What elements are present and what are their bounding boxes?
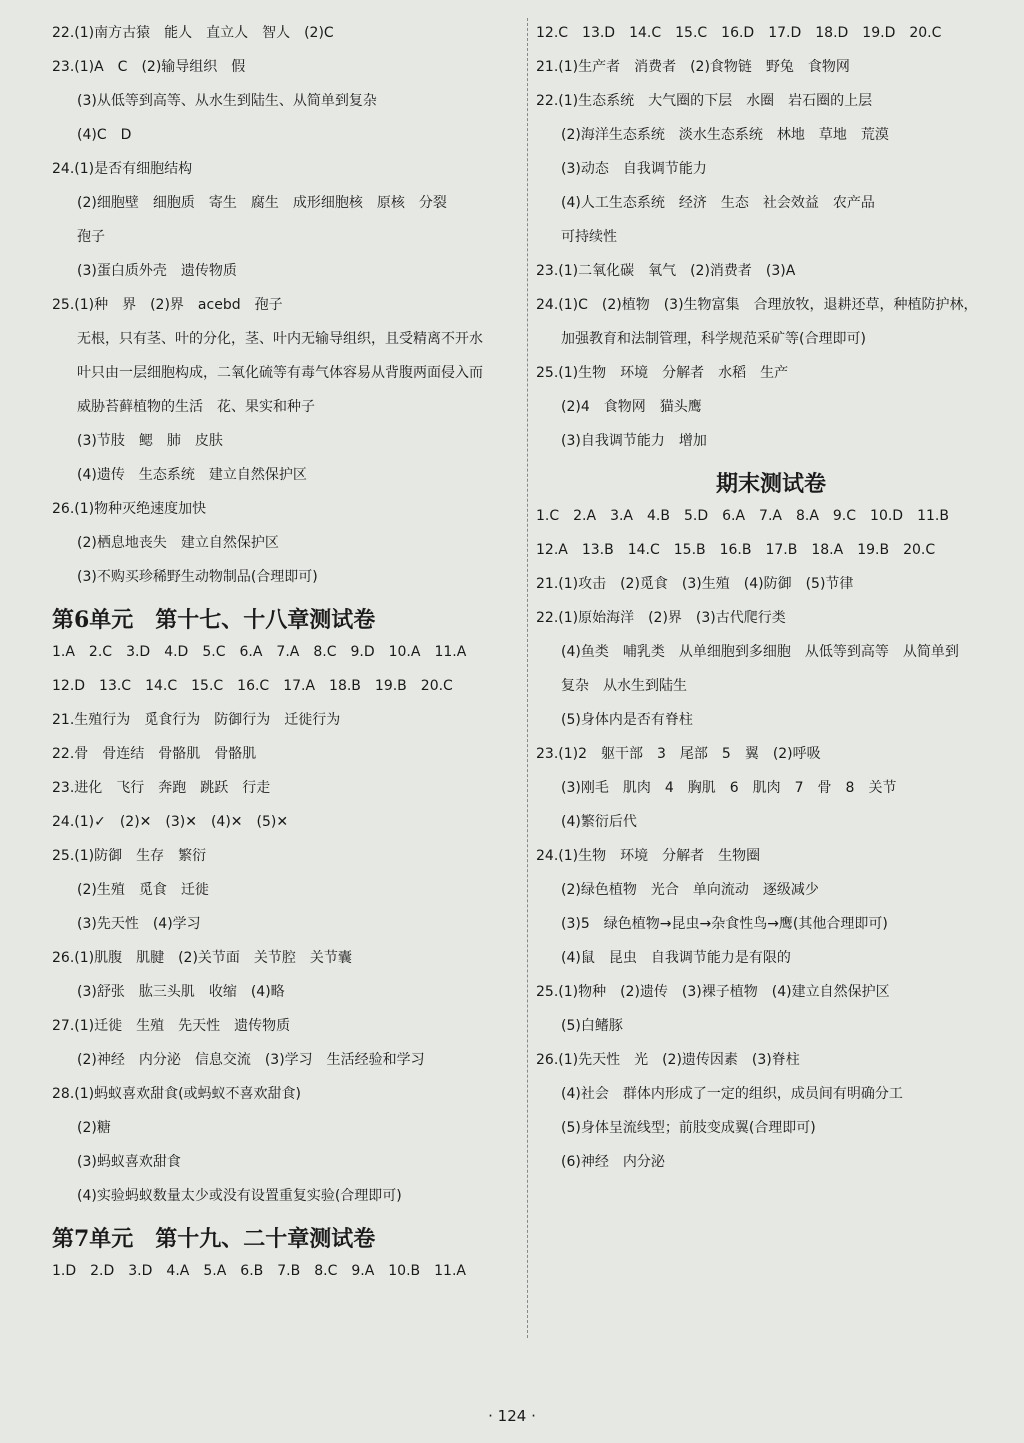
answer-line: 可持续性 [561, 229, 617, 245]
answer-line: 加强教育和法制管理，科学规范采矿等(合理即可) [561, 331, 866, 347]
answer-line: 1.A 2.C 3.D 4.D 5.C 6.A 7.A 8.C 9.D 10.A 11.A [52, 644, 467, 660]
answer-line: (3)动态 自我调节能力 [561, 161, 707, 177]
section-title: 期末测试卷 [715, 471, 826, 497]
answer-line: 复杂 从水生到陆生 [561, 678, 687, 694]
answer-line: (4)社会 群体内形成了一定的组织，成员间有明确分工 [561, 1086, 903, 1102]
answer-line: 24.(1)✓ (2)✕ (3)✕ (4)✕ (5)✕ [52, 814, 289, 830]
answer-line: (2)糖 [77, 1120, 111, 1136]
answer-line: (3)舒张 肱三头肌 收缩 (4)略 [77, 984, 285, 1000]
answer-line: 12.A 13.B 14.C 15.B 16.B 17.B 18.A 19.B 20.C [536, 542, 936, 558]
answer-line: 12.D 13.C 14.C 15.C 16.C 17.A 18.B 19.B 20.C [52, 678, 453, 694]
answer-line: 22.(1)南方古猿 能人 直立人 智人 (2)C [52, 25, 334, 41]
answer-line: 21.生殖行为 觅食行为 防御行为 迁徙行为 [52, 712, 341, 728]
answer-line: (3)自我调节能力 增加 [561, 433, 707, 449]
answer-line: 26.(1)先天性 光 (2)遗传因素 (3)脊柱 [536, 1052, 800, 1068]
answer-line: (3)不购买珍稀野生动物制品(合理即可) [77, 569, 318, 585]
section-title: 第7单元 第十九、二十章测试卷 [52, 1226, 376, 1252]
answer-line: 1.C 2.A 3.A 4.B 5.D 6.A 7.A 8.A 9.C 10.D 11.B [536, 508, 949, 524]
answer-line: 21.(1)攻击 (2)觅食 (3)生殖 (4)防御 (5)节律 [536, 576, 854, 592]
answer-line: (3)从低等到高等、从水生到陆生、从简单到复杂 [77, 93, 377, 109]
answer-line: (5)身体内是否有脊柱 [561, 712, 693, 728]
right-column [536, 20, 1006, 1183]
answer-line: (2)4 食物网 猫头鹰 [561, 399, 702, 415]
answer-line: (2)神经 内分泌 信息交流 (3)学习 生活经验和学习 [77, 1052, 425, 1068]
answer-line: 23.(1)A C (2)输导组织 假 [52, 59, 246, 75]
answer-line: 无根，只有茎、叶的分化，茎、叶内无输导组织，且受精离不开水 [77, 331, 483, 347]
answer-line: 25.(1)物种 (2)遗传 (3)裸子植物 (4)建立自然保护区 [536, 984, 890, 1000]
answer-line: 23.进化 飞行 奔跑 跳跃 行走 [52, 780, 271, 796]
section-title: 第6单元 第十七、十八章测试卷 [52, 607, 376, 633]
answer-line: (4)鱼类 哺乳类 从单细胞到多细胞 从低等到高等 从简单到 [561, 644, 959, 660]
answer-line: (6)神经 内分泌 [561, 1154, 665, 1170]
answer-line: 23.(1)二氧化碳 氧气 (2)消费者 (3)A [536, 263, 796, 279]
answer-line: (4)遗传 生态系统 建立自然保护区 [77, 467, 307, 483]
page-number: · 124 · [488, 1407, 536, 1425]
answer-line: (4)C D [77, 127, 132, 143]
answer-line: 23.(1)2 躯干部 3 尾部 5 翼 (2)呼吸 [536, 746, 821, 762]
answer-line: 12.C 13.D 14.C 15.C 16.D 17.D 18.D 19.D 20.C [536, 25, 942, 41]
answer-line: (5)身体呈流线型；前肢变成翼(合理即可) [561, 1120, 816, 1136]
answer-line: 26.(1)物种灭绝速度加快 [52, 501, 207, 517]
answer-line: 叶只由一层细胞构成，二氧化硫等有毒气体容易从背腹两面侵入而 [77, 365, 483, 381]
column-divider [527, 18, 528, 1338]
answer-line: 24.(1)C (2)植物 (3)生物富集 合理放牧，退耕还草，种植防护林， [536, 297, 978, 313]
answer-line: 孢子 [77, 229, 105, 245]
answer-line: (3)先天性 (4)学习 [77, 916, 201, 932]
answer-line: 24.(1)生物 环境 分解者 生物圈 [536, 848, 761, 864]
answer-line: (3)节肢 鳃 肺 皮肤 [77, 433, 223, 449]
answer-line: (3)刚毛 肌肉 4 胸肌 6 肌肉 7 骨 8 关节 [561, 780, 897, 796]
answer-line: 1.D 2.D 3.D 4.A 5.A 6.B 7.B 8.C 9.A 10.B 11.A [52, 1263, 466, 1279]
answer-line: 威胁苔藓植物的生活 花、果实和种子 [77, 399, 315, 415]
answer-line: 21.(1)生产者 消费者 (2)食物链 野兔 食物网 [536, 59, 850, 75]
answer-line: 25.(1)生物 环境 分解者 水稻 生产 [536, 365, 789, 381]
answer-line: (4)人工生态系统 经济 生态 社会效益 农产品 [561, 195, 875, 211]
answer-line: 26.(1)肌腹 肌腱 (2)关节面 关节腔 关节囊 [52, 950, 352, 966]
answer-line: 22.(1)生态系统 大气圈的下层 水圈 岩石圈的上层 [536, 93, 873, 109]
answer-line: 25.(1)种 界 (2)界 acebd 孢子 [52, 297, 283, 313]
answer-line: 27.(1)迁徙 生殖 先天性 遗传物质 [52, 1018, 291, 1034]
answer-line: (3)蛋白质外壳 遗传物质 [77, 263, 237, 279]
answer-line: (2)生殖 觅食 迁徙 [77, 882, 209, 898]
answer-line: 22.(1)原始海洋 (2)界 (3)古代爬行类 [536, 610, 786, 626]
answer-line: 28.(1)蚂蚁喜欢甜食(或蚂蚁不喜欢甜食) [52, 1086, 302, 1102]
answer-line: 24.(1)是否有细胞结构 [52, 161, 193, 177]
answer-line: (4)繁衍后代 [561, 814, 637, 830]
answer-line: (4)实验蚂蚁数量太少或没有设置重复实验(合理即可) [77, 1188, 402, 1204]
answer-line: (2)栖息地丧失 建立自然保护区 [77, 535, 279, 551]
left-column [52, 20, 522, 1292]
answer-line: (2)绿色植物 光合 单向流动 逐级减少 [561, 882, 819, 898]
answer-line: (2)海洋生态系统 淡水生态系统 林地 草地 荒漠 [561, 127, 889, 143]
answer-line: 25.(1)防御 生存 繁衍 [52, 848, 207, 864]
answer-line: (2)细胞壁 细胞质 寄生 腐生 成形细胞核 原核 分裂 [77, 195, 447, 211]
answer-line: (3)5 绿色植物→昆虫→杂食性鸟→鹰(其他合理即可) [561, 916, 888, 932]
answer-line: (3)蚂蚁喜欢甜食 [77, 1154, 181, 1170]
answer-line: 22.骨 骨连结 骨骼肌 骨骼肌 [52, 746, 257, 762]
answer-line: (4)鼠 昆虫 自我调节能力是有限的 [561, 950, 791, 966]
answer-line: (5)白鳍豚 [561, 1018, 623, 1034]
